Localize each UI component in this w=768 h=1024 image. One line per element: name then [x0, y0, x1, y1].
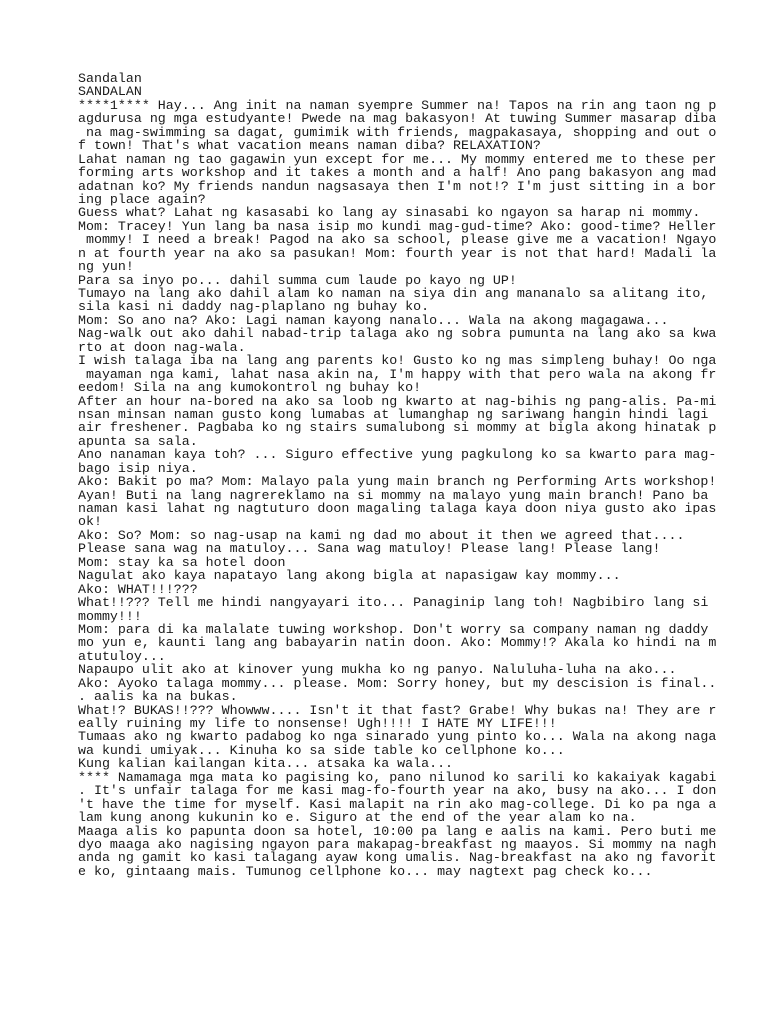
text-line: na mag-swimming sa dagat, gumimik with friends, magpakasaya, shopping and out o	[78, 124, 717, 140]
text-line: eedom! Sila na ang kumokontrol ng buhay ko!	[78, 380, 422, 396]
text-line: mayaman nga kami, lahat nasa akin na, I'm happy with that pero wala na akong fr	[78, 366, 717, 382]
text-line: **** Namamaga mga mata ko pagising ko, pano nilunod ko sarili ko kakaiyak kagabi	[78, 769, 717, 785]
text-line: Mom: stay ka sa hotel doon	[78, 554, 286, 570]
text-line: 't have the time for myself. Kasi malapit na rin ako mag-college. Di ko pa nga a	[78, 796, 717, 812]
text-line: ng yun!	[78, 259, 134, 275]
text-line: Kung kalian kailangan kita... atsaka ka wala...	[78, 756, 454, 772]
text-line: ing place again?	[78, 191, 206, 207]
text-line: SANDALAN	[78, 84, 142, 100]
text-line: lam kung anong kukunin ko e. Siguro at the end of the year alam ko na.	[78, 810, 637, 826]
text-line: mommy!!!	[78, 608, 142, 624]
text-line: e ko, gintaang mais. Tumunog cellphone ko... may nagtext pag check ko...	[78, 863, 653, 879]
text-line: dyo maaga ako nagising ngayon para makapag-breakfast ng maayos. Si mommy na nagh	[78, 836, 717, 852]
text-line: bago isip niya.	[78, 460, 198, 476]
text-line: forming arts workshop and it takes a month and a half! Ano pang bakasyon ang mad	[78, 165, 717, 181]
text-line: Para sa inyo po... dahil summa cum laude po kayo ng UP!	[78, 272, 517, 288]
text-line: Ako: So? Mom: so nag-usap na kami ng dad mo about it then we agreed that....	[78, 527, 685, 543]
text-line: sila kasi ni daddy nag-plaplano ng buhay ko.	[78, 299, 430, 315]
text-line: wa kundi umiyak... Kinuha ko sa side table ko cellphone ko...	[78, 742, 565, 758]
text-line: What!!??? Tell me hindi nangyayari ito... Panaginip lang toh! Nagbibiro lang si	[78, 595, 709, 611]
text-line: Nag-walk out ako dahil nabad-trip talaga ako ng sobra pumunta na lang ako sa kwa	[78, 326, 717, 342]
text-line: mommy! I need a break! Pagod na ako sa school, please give me a vacation! Ngayo	[78, 232, 717, 248]
text-line: mo yun e, kaunti lang ang babayarin natin doon. Ako: Mommy!? Akala ko hindi na m	[78, 635, 717, 651]
text-line: Ako: Bakit po ma? Mom: Malayo pala yung main branch ng Performing Arts workshop!	[78, 474, 717, 490]
text-line: Ako: WHAT!!!???	[78, 581, 198, 597]
text-line: After an hour na-bored na ako sa loob ng kwarto at nag-bihis ng pang-alis. Pa-mi	[78, 393, 717, 409]
text-line: f town! That's what vacation means naman diba? RELAXATION?	[78, 138, 541, 154]
document-body	[78, 72, 728, 878]
text-line: Mom: Tracey! Yun lang ba nasa isip mo kundi mag-gud-time? Ako: good-time? Heller	[78, 218, 717, 234]
text-line: air freshener. Pagbaba ko ng stairs sumalubong si mommy at bigla akong hinatak p	[78, 420, 717, 436]
text-line: I wish talaga iba na lang ang parents ko! Gusto ko ng mas simpleng buhay! Oo nga	[78, 353, 717, 369]
text-line: Tumayo na lang ako dahil alam ko naman na siya din ang mananalo sa alitang ito,	[78, 286, 709, 301]
text-line: naman kasi lahat ng nagtuturo doon magaling talaga kaya doon niya gusto ako ipas	[78, 501, 717, 516]
text-line: Nagulat ako kaya napatayo lang akong bigla at napasigaw kay mommy...	[78, 568, 621, 584]
text-line: Mom: para di ka malalate tuwing workshop. Don't worry sa company naman ng daddy	[78, 621, 709, 637]
text-line: Mom: So ano na? Ako: Lagi naman kayong nanalo... Wala na akong magagawa...	[78, 312, 669, 328]
text-line: nsan minsan naman gusto kong lumabas at lumanghap ng sariwang hangin hindi lagi	[78, 406, 709, 422]
text-line: What!? BUKAS!!??? Whowww.... Isn't it that fast? Grabe! Why bukas na! They are r	[78, 702, 717, 718]
text-line: adatnan ko? My friends nandun nagsasaya then I'm not!? I'm just sitting in a bor	[78, 178, 717, 194]
text-line: Sandalan	[78, 71, 142, 86]
text-line: eally ruining my life to nonsense! Ugh!!!! I HATE MY LIFE!!!	[78, 716, 557, 731]
text-line: ****1**** Hay... Ang init na naman syempre Summer na! Tapos na rin ang taon ng p	[78, 97, 717, 113]
text-line: anda ng gamit ko kasi talagang ayaw kong umalis. Nag-breakfast na ako ng favorit	[78, 850, 717, 866]
text-line: agdurusa ng mga estudyante! Pwede na mag bakasyon! At tuwing Summer masarap diba	[78, 111, 717, 127]
text-line: Maaga alis ko papunta doon sa hotel, 10:00 pa lang e aalis na kami. Pero buti me	[78, 823, 717, 839]
text-line: Lahat naman ng tao gagawin yun except for me... My mommy entered me to these per	[78, 151, 717, 167]
text-line: Ano nanaman kaya toh? ... Siguro effective yung pagkulong ko sa kwarto para mag-	[78, 447, 717, 463]
text-line: Ako: Ayoko talaga mommy... please. Mom: Sorry honey, but my descision is final..	[78, 675, 717, 691]
text-line: Tumaas ako ng kwarto padabog ko nga sinarado yung pinto ko... Wala na akong naga	[78, 729, 717, 745]
text-line: n at fourth year na ako sa pasukan! Mom: fourth year is not that hard! Madali la	[78, 245, 717, 261]
text-line: rto at doon nag-wala.	[78, 339, 246, 355]
text-line: . It's unfair talaga for me kasi mag-fo-fourth year na ako, busy na ako... I don	[78, 783, 717, 799]
text-line: ok!	[78, 514, 102, 530]
text-line: . aalis ka na bukas.	[78, 689, 238, 705]
text-line: atutuloy...	[78, 648, 166, 664]
text-line: Ayan! Buti na lang nagrereklamo na si mommy na malayo yung main branch! Pano ba	[78, 487, 709, 503]
text-line: apunta sa sala.	[78, 433, 198, 449]
text-line: Guess what? Lahat ng kasasabi ko lang ay sinasabi ko ngayon sa harap ni mommy.	[78, 205, 701, 221]
text-line: Please sana wag na matuloy... Sana wag matuloy! Please lang! Please lang!	[78, 541, 661, 557]
text-line: Napaupo ulit ako at kinover yung mukha ko ng panyo. Naluluha-luha na ako...	[78, 662, 677, 678]
